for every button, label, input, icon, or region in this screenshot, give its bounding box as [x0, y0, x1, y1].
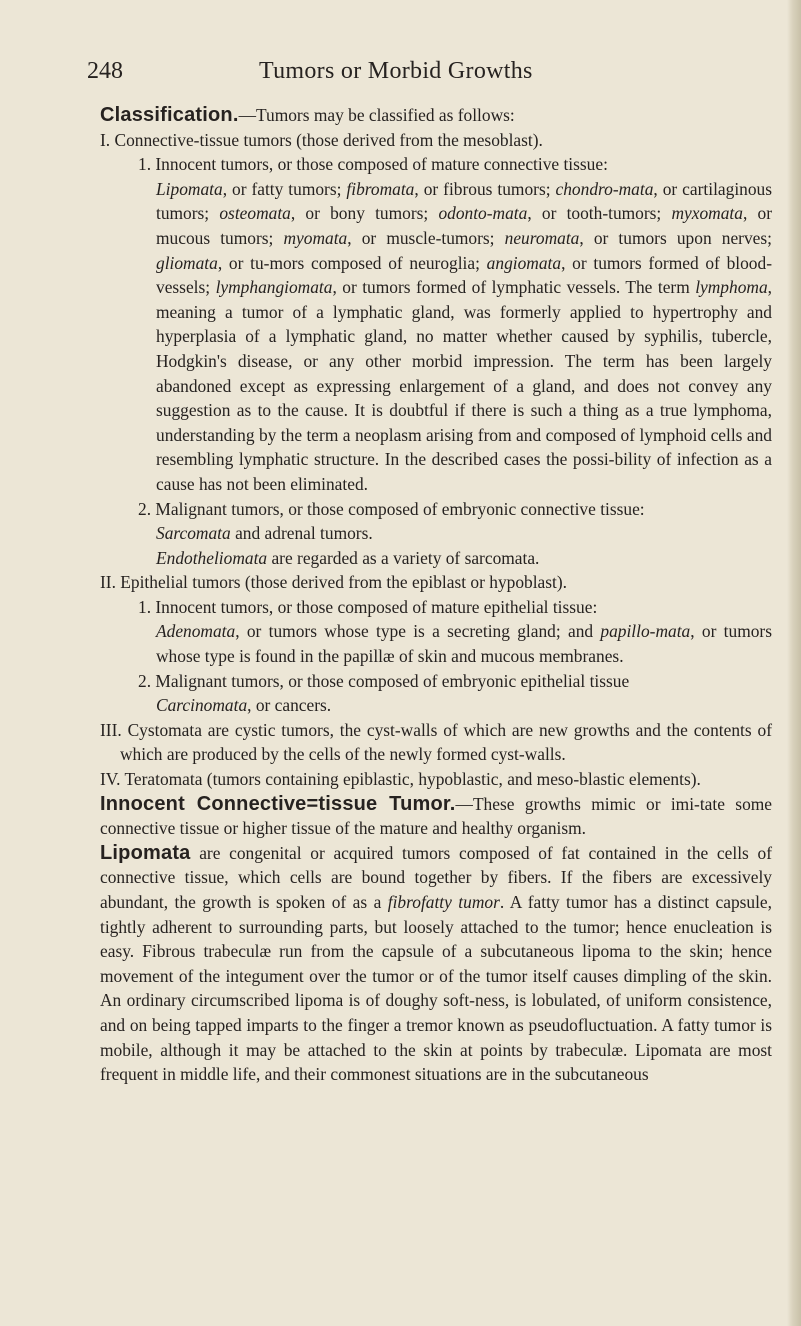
term-fibromata: fibromata — [346, 178, 415, 199]
term-papillomata: papillo-mata — [600, 621, 691, 642]
group2-item1-label: 1. Innocent tumors, or those composed of mature epithelial tissue: — [138, 596, 598, 617]
term-carcinomata: Carcinomata — [156, 695, 248, 716]
term-lymphangiomata: lymphangiomata — [215, 277, 333, 298]
page-edge-shadow — [787, 0, 801, 1326]
group2-item2-text: Carcinomata, or cancers. — [156, 695, 332, 716]
group1-item1-label: 1. Innocent tumors, or those composed of mature connective tissue: — [138, 154, 608, 175]
classification-intro: —Tumors may be classified as follows: — [238, 105, 515, 125]
classification-heading: Classification. — [100, 104, 239, 126]
term-myxomata: myxomata — [671, 203, 743, 224]
page-number: 248 — [87, 58, 123, 84]
term-fibrofatty: fibrofatty tumor — [387, 892, 500, 912]
group1-item2-line2: Endotheliomata are regarded as a variety of sarcomata. — [156, 547, 540, 568]
term-lymphoma: lymphoma — [695, 277, 768, 298]
running-title: Tumors or Morbid Growths — [259, 58, 533, 84]
group3-text: III. Cystomata are cystic tumors, the cyst-walls of which are new growths and the contents of which are produced by the cells of the newly formed cyst-walls. — [100, 719, 772, 765]
term-osteomata: osteomata — [219, 203, 291, 224]
lipomata-paragraph: Lipomata are congenital or acquired tumors composed of fat contained in the cells of connective tissue, which cells are bound together by fibers. If the fibers are excessively abundant, the growth is spoken of as a fibrofatty tumor. A fatty tumor has a distinct capsule, tightly adherent to surrounding parts, but loosely attached to the tumor; hence enucleation is easy. Fibrous trabeculæ run from the capsule of a subcutaneous lipoma to the skin; hence movement of the integument over the tumor or of the tumor itself causes dimpling of the skin. An ordinary circumscribed lipoma is of doughy soft-ness, is lobulated, of uniform consistence, and on being tapped imparts to the finger a tremor known as pseudofluctuation. A fatty tumor is mobile, although it may be attached to the skin at points by trabeculæ. Lipomata are most frequent in middle life, and their commonest situations are in the subcutaneous — [100, 841, 772, 1085]
group1-label: I. Connective-tissue tumors (those derived from the mesoblast). — [100, 129, 543, 150]
term-odontomata: odonto-mata — [438, 203, 528, 224]
term-gliomata: gliomata — [156, 252, 218, 273]
classification-paragraph — [100, 103, 772, 128]
group1-item2-label: 2. Malignant tumors, or those composed of embryonic connective tissue: — [138, 498, 645, 519]
term-angiomata: angiomata — [486, 252, 562, 273]
term-lipomata: Lipomata — [156, 178, 223, 199]
term-chondromata: chondro-mata — [555, 178, 654, 199]
term-myomata: myomata — [283, 227, 348, 248]
innocent-heading: Innocent Connective=tissue Tumor. — [100, 792, 456, 815]
group2-label: II. Epithelial tumors (those derived from the epiblast or hypoblast). — [100, 572, 568, 593]
group1-item2-line1: Sarcomata and adrenal tumors. — [156, 523, 373, 544]
lipomata-heading: Lipomata — [100, 841, 191, 864]
innocent-text: —These growths mimic or imi-tate some connective tissue or higher tissue of the mature and healthy organism. — [100, 793, 773, 839]
group2-item2-label: 2. Malignant tumors, or those composed of embryonic epithelial tissue — [138, 670, 630, 691]
page-header — [87, 58, 647, 90]
innocent-paragraph — [100, 792, 772, 841]
term-endotheliomata: Endotheliomata — [156, 547, 268, 568]
term-adenomata: Adenomata — [156, 621, 236, 642]
group4-text: IV. Teratomata (tumors containing epiblastic, hypoblastic, and meso-blastic elements). — [100, 769, 701, 790]
term-sarcomata: Sarcomata — [156, 523, 231, 544]
group1-item1-text: Lipomata, or fatty tumors; fibromata, or fibrous tumors; chondro-mata, or cartilaginous tumors; osteomata, or bony tumors; odonto-mata, or tooth-tumors; myxomata, or mucous tumors; myomata, or muscle-tumors; neuromata, or tumors upon nerves; gliomata, or tu-mors composed of neuroglia; angiomata, or tumors formed of blood-vessels; lymphangiomata, or tumors formed of lymphatic vessels. The term lymphoma, meaning a tumor of a lymphatic gland, was formerly applied to hypertrophy and hyperplasia of a lymphatic gland, no matter whether caused by syphilis, tubercle, Hodgkin's disease, or any other morbid impression. The term has been largely abandoned except as expressing enlargement of a gland, and does not convey any suggestion as to the cause. It is doubtful if there is such a thing as a true lymphoma, understanding by the term a neoplasm arising from and composed of lymphoid cells and resembling lymphatic structure. In the described cases the possi-bility of infection as a cause has not been eliminated. — [156, 178, 773, 494]
page-body — [100, 103, 772, 1087]
term-neuromata: neuromata — [504, 227, 580, 248]
group2-item1-text: Adenomata, or tumors whose type is a secreting gland; and papillo-mata, or tumors whose type is found in the papillæ of skin and mucous membranes. — [156, 621, 772, 667]
